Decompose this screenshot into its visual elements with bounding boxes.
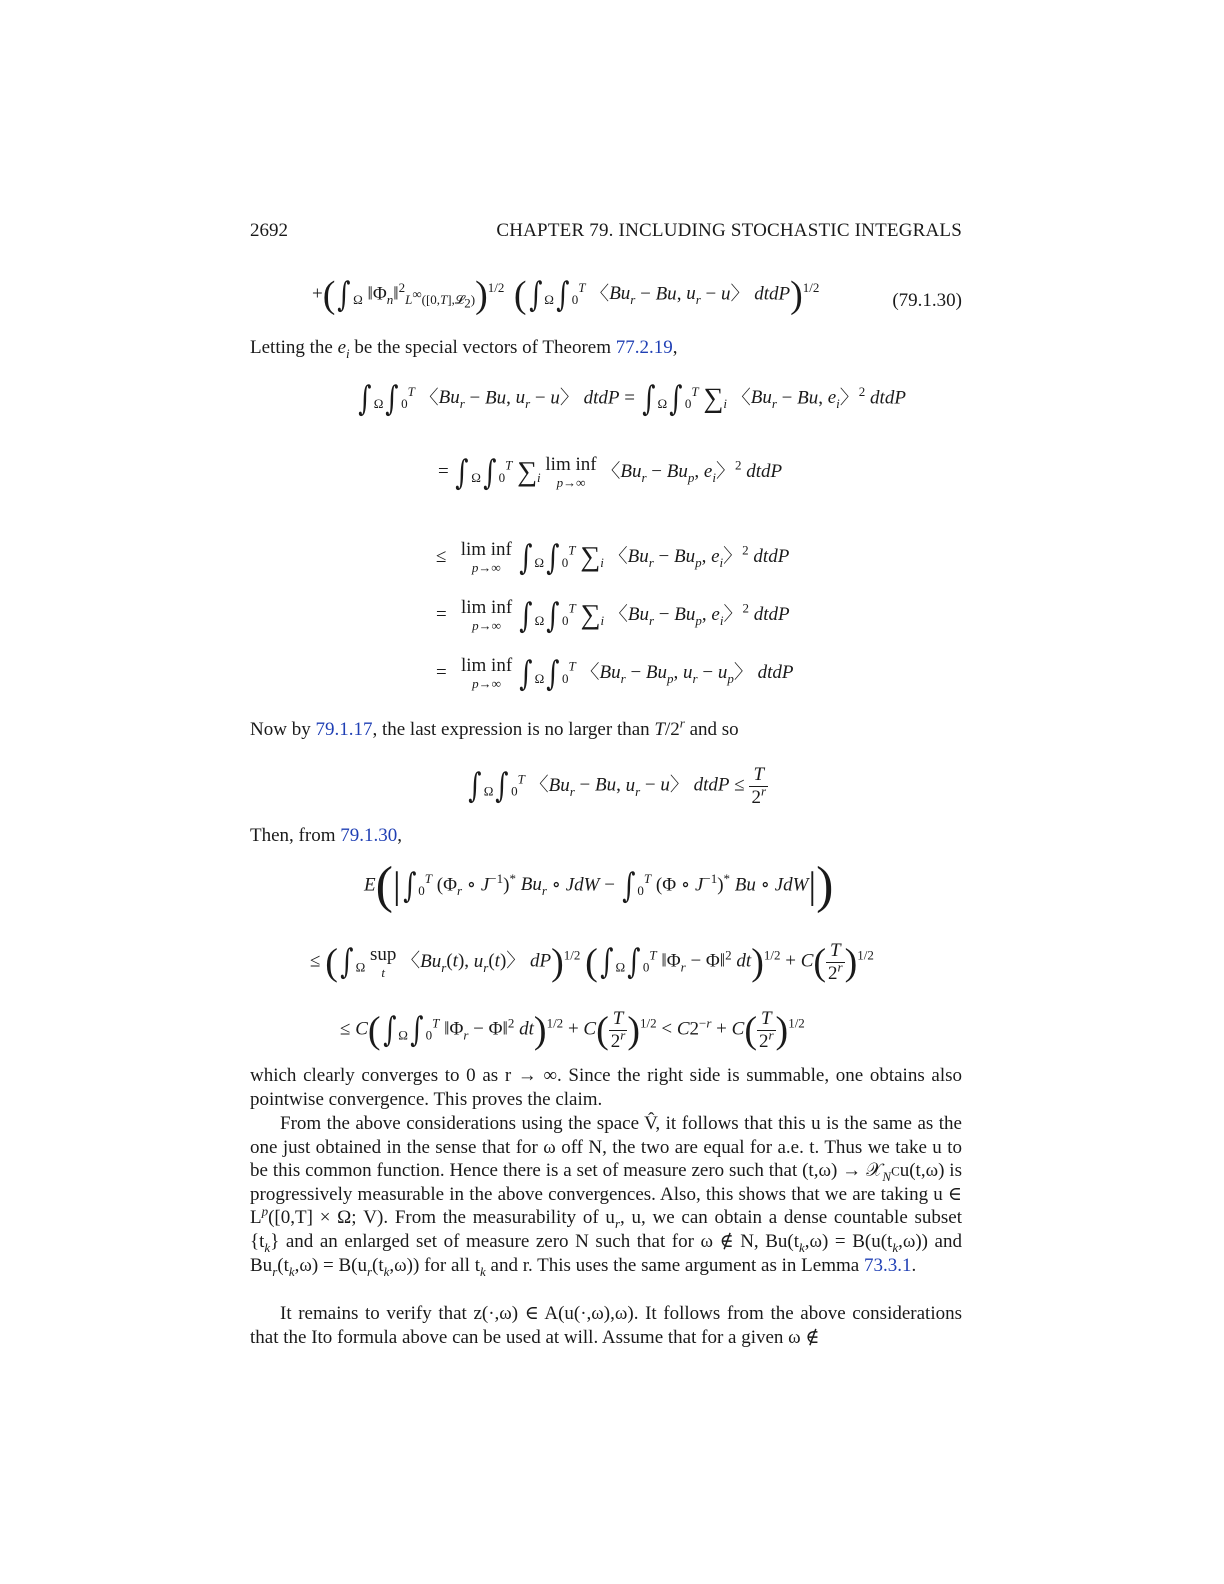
equation-continuation: +(∫ $_\Omega$ $‖\Phi_n‖^2_{L^\infty([0,T],𝓛_2)})^{1/2}$ (∫ $_\Omega$∫ $_0^T$ 〈$Bu_r - Bu$, $u_r - u$〉 dtdP)$^{1/2}$	[312, 274, 820, 316]
text-run: ,ω) = B(u	[294, 1254, 367, 1276]
text-run: Letting the	[250, 337, 338, 358]
text-run: and r. This uses the same argument as in Lemma	[485, 1254, 864, 1276]
equation-line-3: ≤ lim inf p→∞ ∫ $_\Omega$∫ $_0^T$ $\sum_i$ 〈$Bu_r - Bu_p$, $e_i$〉$^2$ dtdP	[436, 537, 790, 578]
equation-expectation: E(|∫ $_0^T$ ($\Phi_r$ ∘ $J^{-1})^*$ $Bu_r$ ∘ JdW − ∫ $_0^T$ (Φ ∘ $J^{-1})^*$ Bu ∘ JdW|)	[364, 857, 834, 914]
text-run: (t	[372, 1254, 384, 1276]
equation-bound: ∫ $_\Omega$∫ $_0^T$ 〈$Bu_r - Bu$, $u_r - u$〉 dtdP ≤ $\frac{T}{2^r}$	[468, 764, 767, 808]
paragraph-then	[250, 824, 962, 848]
text-run: be the special vectors of Theorem	[349, 337, 616, 358]
text-run: , the last expression is no larger than	[372, 719, 655, 740]
equation-number: (79.1.30)	[892, 290, 962, 311]
theorem-link[interactable]: 77.2.19	[615, 337, 673, 358]
text-run: , u, we can obtain a dense countable subset {t	[250, 1207, 962, 1252]
paragraph-remains: It remains to verify that z(·,ω) ∈ A(u(·,ω),ω). It follows from the above considerations that the Ito formula above can be used at will. Assume that for a given ω ∉	[250, 1303, 962, 1348]
equation-ineq-2: ≤ C(∫ $_\Omega$∫ $_0^T$ $‖\Phi_r$ − Φ‖$^2$ dt)$^{1/2}$ + C( $\frac{T}{2^r}$ )$^{1/2} < C2^{-r} + C$( $\frac{T}{2^r}$ )$^{1/2}$	[340, 1008, 805, 1052]
text-run: ,	[397, 825, 402, 846]
equation-link[interactable]: 79.1.30	[340, 825, 398, 846]
equation-line-1: ∫ $_\Omega$∫ $_0^T$ 〈$Bu_r - Bu$, $u_r - u$〉 dtdP = ∫ $_\Omega$∫ $_0^T$ $\sum_i$ 〈$Bu_r - Bu$, $e_i$〉$^2$ dtdP	[358, 379, 906, 419]
math-e: e	[337, 337, 347, 358]
text-run: Now by	[250, 719, 316, 740]
text-run: .	[911, 1254, 917, 1276]
equation-line-4: = lim inf p→∞ ∫ $_\Omega$∫ $_0^T$ $\sum_i$ 〈$Bu_r - Bu_p$, $e_i$〉$^2$ dtdP	[436, 595, 790, 636]
paragraph-space-v: From the above considerations using the space V̂, it follows that this u is the same as the one just obtained in the sense that for ω off N, the two are equal for a.e. t. Thus we take u to be this common function. Hence there is a set of measure zero such that (t,ω) → 𝒳$_{N^C}$u(t,ω) is progressively measurable in the above convergences. Also, this shows that we are taking u ∈ $L^p([0,T] \times \Omega$; V). From the measurability of $u_r$, u, we can obtain a dense countable subset $\{t_k\}$ and an enlarged set of measure zero N such that for ω ∉ N, $Bu(t_k,\omega) = B(u(t_k,\omega))$ and $Bu_r(t_k,\omega) = B(u_r(t_k,\omega))$ for all $t_k$ and r. This uses the same argument as in Lemma 73.3.1.	[250, 1113, 962, 1279]
paragraph-ei	[250, 336, 962, 360]
text-run: ,ω) = B(u(t	[804, 1230, 893, 1252]
text-run: (t	[277, 1254, 289, 1276]
text-run: u(t,ω) is progressively measurable in the above convergences. Also, this shows that we are taking u ∈ L	[250, 1160, 962, 1229]
paragraph-now-by: Now by 79.1.17, the last expression is no larger than T/2$^r$ and so	[250, 715, 739, 740]
text-run: From the above considerations using the space V̂, it follows that this u is the same as the one just obtained in the sense that for ω off N, the two are equal for a.e. t. Thus we take u to be this common function. Hence there is a set of measure zero such that (t,ω) → 𝒳	[250, 1113, 962, 1182]
text-run: } and an enlarged set of measure zero N such that for ω ∉ N, Bu(t	[270, 1230, 800, 1252]
equation-link[interactable]: 79.1.17	[315, 719, 373, 740]
text-run: ,ω)) and Bu	[250, 1230, 962, 1276]
text-run: ,ω)) for all t	[389, 1254, 480, 1276]
text-run: and so	[684, 719, 739, 740]
text-run: ,	[672, 337, 678, 358]
equation-ineq-1: ≤ (∫ $_\Omega$ sup t 〈$Bu_r(t)$, $u_r(t)$〉 dP)$^{1/2}$ (∫ $_\Omega$∫ $_0^T$ $‖\Phi_r$ − Φ‖$^2$ dt)$^{1/2}$ + C( $\frac{T}{2^r}$ )$^{1/2}$	[310, 940, 874, 984]
page-header	[250, 220, 962, 246]
equation-line-5: = lim inf p→∞ ∫ $_\Omega$∫ $_0^T$ 〈$Bu_r - Bu_p$, $u_r - u_p$〉 dtdP	[436, 653, 794, 694]
paragraph-converges: which clearly converges to 0 as r → ∞. Since the right side is summable, one obtains also pointwise convergence. This proves the claim.	[250, 1065, 962, 1110]
lemma-link[interactable]: 73.3.1	[863, 1254, 912, 1276]
equation-line-2: = ∫ $_\Omega$∫ $_0^T$ $\sum_i$ lim inf p→∞ 〈$Bu_r - Bu_p$, $e_i$〉$^2$ dtdP	[438, 452, 783, 493]
math-sub: i	[346, 345, 350, 361]
text-run: Then, from	[250, 825, 341, 846]
running-title: CHAPTER 79. INCLUDING STOCHASTIC INTEGRALS	[496, 220, 962, 241]
text-run: ([0,T] × Ω; V). From the measurability of u	[268, 1207, 615, 1229]
page-number: 2692	[250, 220, 288, 241]
